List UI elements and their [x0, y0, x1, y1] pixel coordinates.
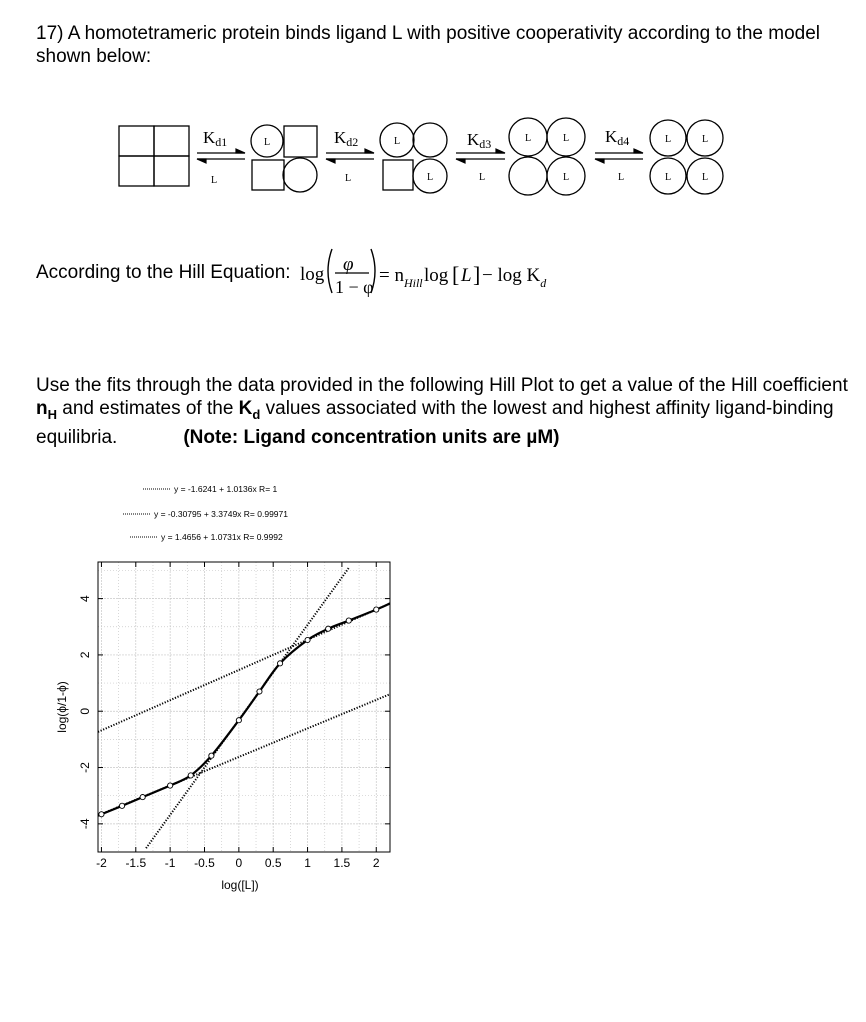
- x-tick-label: -1: [164, 856, 176, 870]
- data-point: [188, 773, 193, 778]
- x-tick-label: -0.5: [194, 856, 215, 870]
- bound-ligand-label: L: [524, 133, 532, 144]
- data-point: [277, 661, 282, 666]
- bound-ligand-label: L: [263, 137, 271, 148]
- data-point: [236, 718, 241, 723]
- kd2-label: Kd2: [334, 128, 359, 149]
- bound-ligand-label: L: [562, 172, 570, 183]
- free-ligand-label: L: [617, 172, 625, 183]
- kd-symbol: $K_d$: [238, 398, 261, 422]
- plot-legend: [123, 484, 288, 542]
- bound-ligand-label: L: [393, 136, 401, 147]
- y-tick-label: 4: [78, 595, 92, 602]
- kd1-label: Kd1: [203, 128, 228, 149]
- x-tick-label: 2: [372, 856, 380, 870]
- fit-lines: [98, 568, 390, 848]
- hill-equation-label: According to the Hill Equation:: [36, 262, 291, 283]
- bound-ligand-label: L: [426, 172, 434, 183]
- data-point: [305, 637, 310, 642]
- x-tick-label: 1.5: [333, 856, 351, 870]
- formula-phi: φ: [343, 254, 354, 275]
- instructions-line-3: equilibria.: [36, 426, 118, 448]
- data-point: [209, 753, 214, 758]
- data-point: [374, 607, 379, 612]
- bound-ligand-label: L: [664, 172, 672, 183]
- bound-ligand-label: L: [701, 134, 709, 145]
- data-point: [346, 618, 351, 623]
- formula-one-minus-phi: 1 − φ: [335, 277, 374, 297]
- x-tick-label: 0.5: [264, 856, 282, 870]
- formula-L: L: [461, 265, 472, 286]
- plot-gridlines: [98, 562, 390, 852]
- data-point: [119, 803, 124, 808]
- units-note: (Note: Ligand concentration units are µM): [183, 426, 560, 448]
- free-ligand-label: L: [478, 172, 486, 183]
- formula-equals-n: = $n_{Hill}$: [379, 265, 423, 290]
- hill-coefficient-symbol: $n_H$: [36, 398, 57, 422]
- x-tick-label: 0: [235, 856, 243, 870]
- plot-frame: [98, 562, 390, 852]
- bound-ligand-label: L: [664, 134, 672, 145]
- data-point: [168, 783, 173, 788]
- legend-entry: y = -0.30795 + 3.3749x R= 0.99971: [154, 509, 288, 519]
- x-axis-label: log([L]): [221, 878, 259, 892]
- y-tick-label: -4: [78, 818, 92, 830]
- data-point: [326, 626, 331, 631]
- instructions-line-1: Use the fits through the data provided in the following Hill Plot to get a value of the Hill coefficient: [36, 375, 848, 396]
- bound-ligand-label: L: [562, 133, 570, 144]
- y-tick-label: 0: [78, 707, 92, 715]
- data-point: [257, 689, 262, 694]
- y-tick-label: 2: [78, 651, 92, 659]
- data-point: [140, 794, 145, 799]
- y-axis-ticks: [78, 595, 390, 829]
- instructions-paragraph: Use the fits through the data provided in the following Hill Plot to get a value of the Hill coefficient $n_H$ and estimates of the $K_d$ values associated with the lowest and highest affinity ligand-binding equilibria. (Note: Ligand concentration units are µM): [36, 375, 848, 448]
- y-axis-label: log(ϕ/1-ϕ): [55, 681, 69, 733]
- legend-entry: y = 1.4656 + 1.0731x R= 0.9992: [161, 532, 283, 542]
- legend-entry: y = -1.6241 + 1.0136x R= 1: [174, 484, 278, 494]
- formula-bracket-close: ]: [473, 262, 481, 287]
- data-curve-path: [95, 603, 390, 817]
- x-tick-label: -2: [96, 856, 107, 870]
- formula-minus-logK: − $\log K_d$: [482, 265, 547, 290]
- kd4-label: Kd4: [605, 127, 630, 148]
- y-tick-label: -2: [78, 762, 92, 773]
- formula-bracket-open: [: [452, 262, 460, 287]
- x-tick-label: -1.5: [125, 856, 147, 870]
- free-ligand-label: L: [210, 175, 218, 186]
- data-curve: [95, 603, 390, 817]
- formula-log-1: log: [300, 264, 325, 285]
- data-point: [99, 812, 104, 817]
- formula-log-2: log: [424, 265, 449, 286]
- kd3-label: Kd3: [467, 130, 492, 151]
- bound-ligand-label: L: [701, 172, 709, 183]
- x-tick-label: 1: [304, 856, 311, 870]
- question-title: 17) A homotetrameric protein binds ligand L with positive cooperativity according to the model shown below:: [36, 23, 821, 67]
- free-ligand-label: L: [344, 173, 352, 184]
